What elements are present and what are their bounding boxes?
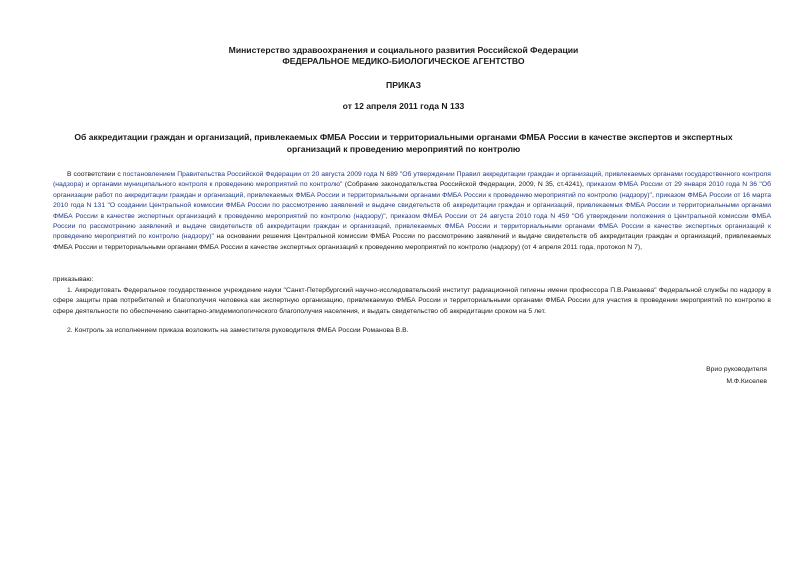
order-item-1: [53, 286, 771, 317]
ministry-heading: Министерство здравоохранения и социального развития Российской Федерации: [228, 45, 579, 55]
signatory-name: М.Ф.Киселев: [726, 378, 767, 385]
order-item-1-text: 1. Аккредитовать Федеральное государственное учреждение науки "Санкт-Петербургский научно-исследовательский институт радиационной гигиены имени профессора П.В.Рамзаева" Федеральной службы по надзору в сфере защиты прав потребителей и благополучия человека как экспертную организацию, привлекаемую ФМБА России и территориальными органами ФМБА России для участия в проведении мероприятий по контролю в сфере деятельности по обеспечению санитарно-эпидемиологического благополучия населения, и выдать свидетельство об аккредитации сроком на 5 лет.: [53, 287, 771, 315]
order-word: приказываю:: [53, 276, 94, 283]
document-type: ПРИКАЗ: [386, 80, 421, 90]
preamble-text: на основании решения Центральной комиссии ФМБА России по рассмотрению заявлений и выдаче свидетельств об аккредитации граждан и организаций, привлекаемых ФМБА России и территориальными органами ФМБА России в качестве экспертных организаций к проведению мероприятий по контролю (надзору) (от 4 апреля 2011 года, протокол N 7),: [53, 233, 771, 251]
signatory-position: Врио руководителя: [706, 366, 767, 373]
link-government-decree-689[interactable]: постановлением Правительства Российской Федерации от 20 августа 2009 года N 689 "Об утверждении Правил аккредитации граждан и организаций, привлекаемых органами государственного контроля (надзора) и органами муниципального контроля к проведению мероприятий по контролю": [53, 171, 771, 189]
document-date-number: от 12 апреля 2011 года N 133: [342, 101, 465, 111]
document-title: Об аккредитации граждан и организаций, привлекаемых ФМБА России и территориальными органами ФМБА России в качестве экспертов и экспертных организаций к проведению мероприятий по контролю: [74, 132, 733, 154]
preamble-text: ,: [385, 212, 391, 220]
link-fmba-order-36[interactable]: приказом ФМБА России от 29 января 2010 года N 36 "Об организации работ по аккредитации граждан и организаций, привлекаемых ФМБА России и территориальными органами ФМБА России к проведению мероприятий по контролю (надзору)": [53, 181, 771, 199]
agency-heading: ФЕДЕРАЛЬНОЕ МЕДИКО-БИОЛОГИЧЕСКОЕ АГЕНТСТВО: [282, 56, 525, 66]
order-item-2-text: 2. Контроль за исполнением приказа возложить на заместителя руководителя ФМБА России Романова В.В.: [67, 327, 409, 334]
link-fmba-order-459[interactable]: приказом ФМБА России от 24 августа 2010 года N 459 "Об утверждении положения о Центральной комиссии ФМБА России по рассмотрению заявлений и выдаче свидетельств об аккредитации граждан и организаций, привлекаемых ФМБА России и территориальными органами ФМБА России в качестве экспертных организаций к проведению мероприятий по контролю (надзору)": [53, 212, 772, 241]
preamble-paragraph: [53, 170, 771, 253]
preamble-text: ,: [651, 191, 656, 199]
preamble-text: В соответствии с: [67, 171, 123, 178]
order-item-2: [53, 326, 771, 336]
link-fmba-order-131[interactable]: приказом ФМБА России от 16 марта 2010 года N 131 "О создании Центральной комиссии ФМБА России по рассмотрению заявлений и выдаче свидетельств об аккредитации граждан и организаций, привлекаемых ФМБА России и территориальными органами ФМБА России в качестве экспертных организаций к проведению мероприятий по контролю (надзору)": [53, 191, 772, 220]
preamble-text: (Собрание законодательства Российской Федерации, 2009, N 35, ст.4241),: [342, 181, 587, 189]
